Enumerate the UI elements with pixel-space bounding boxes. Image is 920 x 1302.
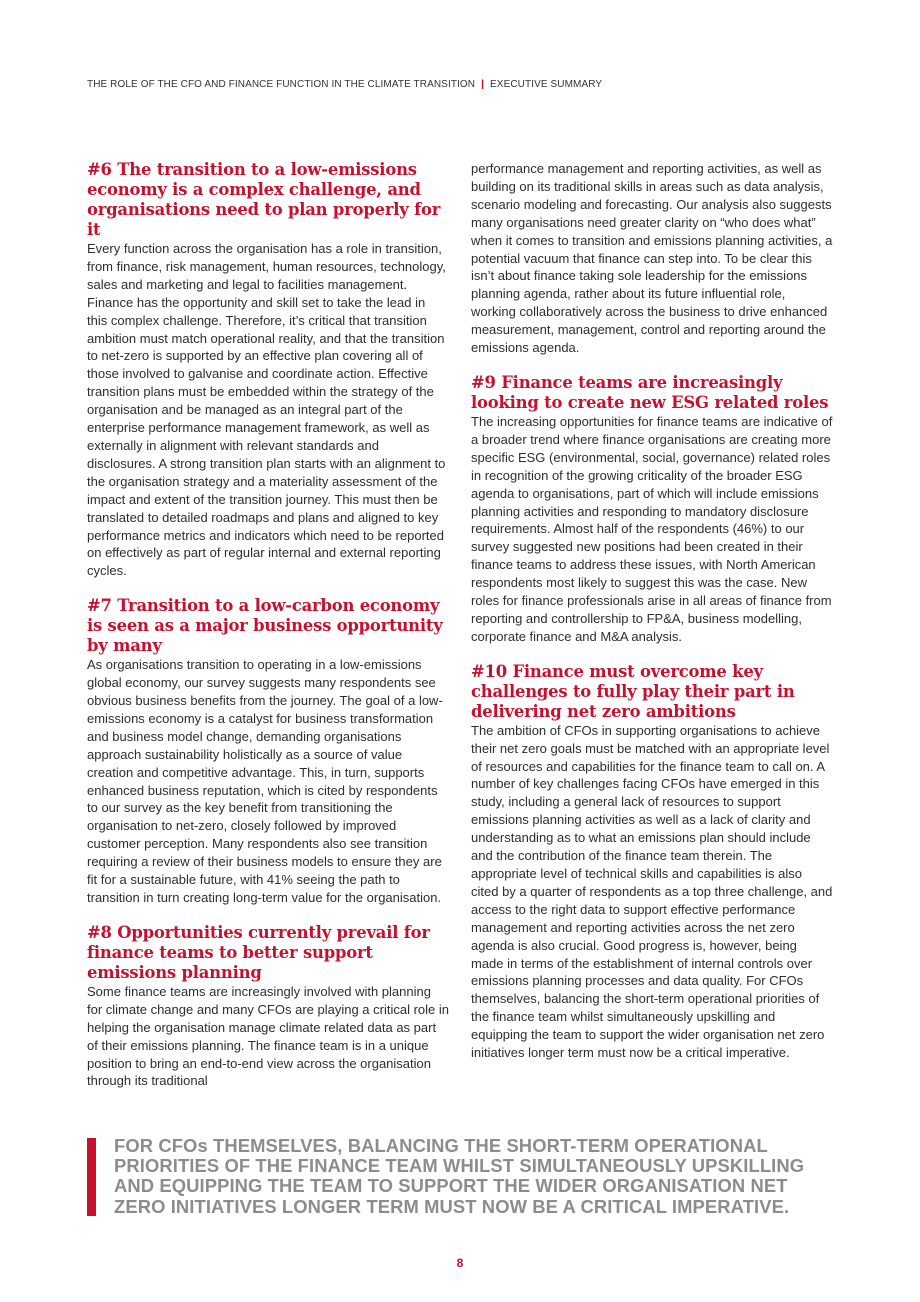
section-10 <box>471 662 833 1062</box>
section-8-heading: #8 Opportunities currently prevail for finance teams to better support emissions planning <box>87 922 430 982</box>
section-7 <box>87 596 449 907</box>
section-6 <box>87 160 449 580</box>
pull-quote-accent-bar <box>87 1138 96 1216</box>
section-10-heading: #10 Finance must overcome key challenges to fully play their part in delivering net zero ambitions <box>471 661 795 721</box>
section-6-body: Every function across the organisation has a role in transition, from finance, risk management, human resources, technology, sales and marketing and legal to facilities management. Finance has the opportunity and skill set to take the lead in this complex challenge. Therefore, it’s critical that transition ambition must match operational reality, and that the transition to net-zero is supported by an effective plan covering all of those involved to galvanise and coordinate action. Effective transition plans must be embedded within the strategy of the organisation and be managed as an integral part of the enterprise performance management framework, as well as externally in alignment with relevant standards and disclosures. A strong transition plan starts with an alignment to the organisation strategy and a materiality assessment of the impact and extent of the transition journey. This must then be translated to detailed roadmaps and plans and aligned to key performance metrics and indicators which need to be reported on effectively as part of regular internal and external reporting cycles. <box>87 241 446 579</box>
section-9-body: The increasing opportunities for finance teams are indicative of a broader trend where finance organisations are creating more specific ESG (environmental, social, governance) related roles in recognition of the growing criticality of the broader ESG agenda to organisations, part of which will include emissions planning activities and responding to mandatory disclosure requirements. Almost half of the respondents (46%) to our survey suggested new positions had been created in their finance teams to address these issues, with North American respondents most likely to suggest this was the case. New roles for finance professionals arise in all areas of finance from reporting and controllership to FP&A, business modelling, corporate finance and M&A analysis. <box>471 413 833 644</box>
section-10-body: The ambition of CFOs in supporting organisations to achieve their net zero goals must be matched with an appropriate level of resources and capabilities for the finance team to call on. A number of key challenges facing CFOs have emerged in this study, including a general lack of resources to support emissions planning activities as well as a lack of clarity and understanding as to what an emissions plan should include and the contribution of the finance team therein. The appropriate level of technical skills and capabilities is also cited by a quarter of respondents as a top three challenge, and access to the right data to support effective performance management and reporting activities across the net zero agenda is also crucial. Good progress is, however, being made in terms of the establishment of internal controls over emissions planning processes and data quality. For CFOs themselves, balancing the short-term operational priorities of the finance team whilst simultaneously upskilling and equipping the team to support the wider organisation net zero initiatives longer term must now be a critical imperative. <box>471 722 833 1061</box>
section-6-heading: #6 The transition to a low-emissions economy is a complex challenge, and organisations need to plan properly for it <box>87 160 441 239</box>
section-7-heading: #7 Transition to a low-carbon economy is seen as a major business opportunity by many <box>87 596 443 656</box>
pull-quote <box>87 1135 837 1217</box>
right-column <box>471 160 833 1078</box>
section-9-heading: #9 Finance teams are increasingly looking to create new ESG related roles <box>471 372 829 412</box>
section-7-body: As organisations transition to operating in a low-emissions global economy, our survey suggests many respondents see obvious business benefits from the journey. The goal of a low-emissions economy is a catalyst for business transformation and business model change, demanding organisations approach sustainability holistically as a source of value creation and competitive advantage. This, in turn, supports enhanced business reputation, which is cited by respondents to our survey as the key benefit from transitioning the organisation to net-zero, closely followed by improved customer perception. Many respondents also see transition requiring a review of their business models to ensure they are fit for a sustainable future, with 41% seeing the path to transition in turn creating long-term value for the organisation. <box>87 657 443 905</box>
left-column <box>87 160 449 1106</box>
running-header <box>87 79 602 90</box>
section-label: EXECUTIVE SUMMARY <box>490 79 603 90</box>
section-8-continued <box>471 160 833 357</box>
section-9 <box>471 373 833 646</box>
header-separator: | <box>481 79 485 90</box>
section-8 <box>87 923 449 1090</box>
page-number: 8 <box>456 1256 464 1270</box>
pull-quote-text: FOR CFOs THEMSELVES, BALANCING THE SHORT-TERM OPERATIONAL PRIORITIES OF THE FINANCE TEAM WHILST SIMULTANEOUSLY UPSKILLING AND EQUIPPING THE TEAM TO SUPPORT THE WIDER ORGANISATION NET ZERO INITIATIVES LONGER TERM MUST NOW BE A CRITICAL IMPERATIVE. <box>114 1135 805 1217</box>
section-8-body: Some finance teams are increasingly involved with planning for climate change and many CFOs are playing a critical role in helping the organisation manage climate related data as part of their emissions planning. The finance team is in a unique position to bring an end-to-end view across the organisation through its traditional <box>87 983 449 1089</box>
document-title: THE ROLE OF THE CFO AND FINANCE FUNCTION IN THE CLIMATE TRANSITION <box>87 79 476 90</box>
section-8-body-continued: performance management and reporting activities, as well as building on its traditional skills in areas such as data analysis, scenario modeling and forecasting. Our analysis also suggests many organisations need greater clarity on “who does what” when it comes to transition and emissions planning activities, a potential vacuum that finance can step into. To be clear this isn’t about finance taking sole leadership for the emissions planning agenda, rather about its future influential role, working collaboratively across the business to drive enhanced measurement, management, control and reporting around the emissions agenda. <box>471 161 833 356</box>
